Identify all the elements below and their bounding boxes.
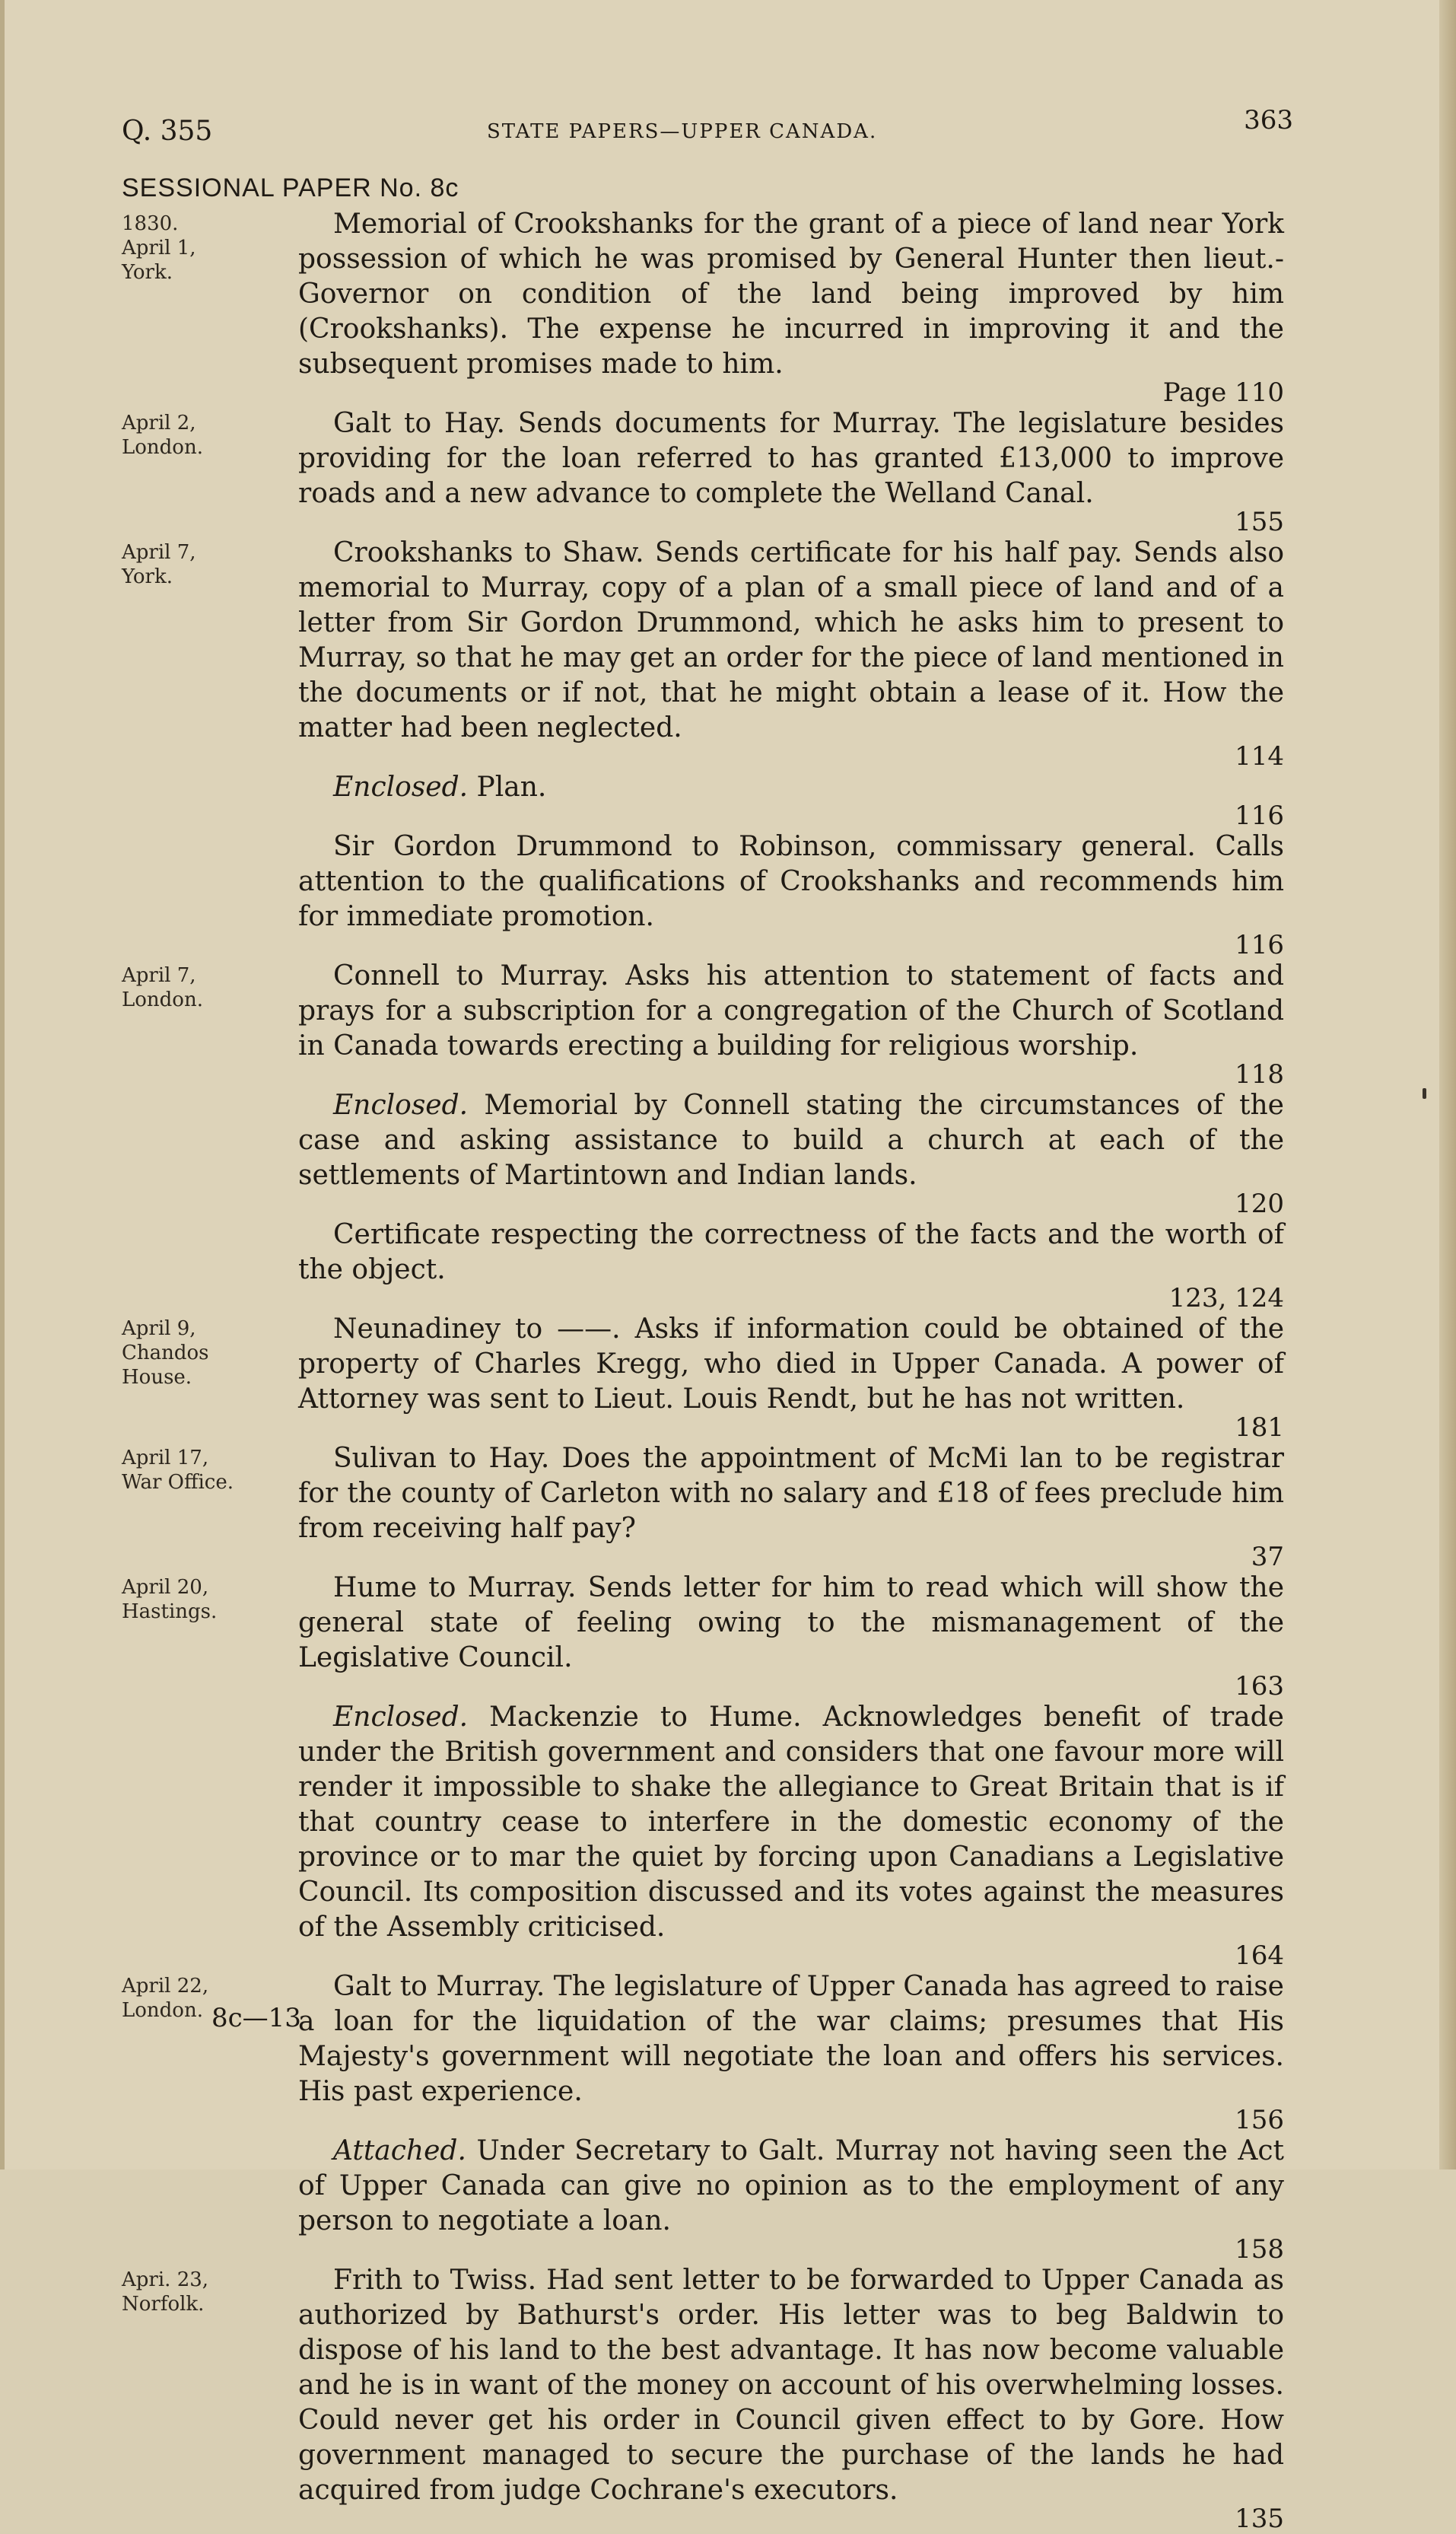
page-reference: 156 (1235, 2105, 1284, 2135)
entry-date-line: April 2, (122, 412, 196, 435)
paragraph-text: Neunadiney to ——. Asks if information could be obtained of the property of Charles Kregg, who died in Upper Canada. A power of Attorney was sent to Lieut. Louis Rendt, but he has not written. (298, 1313, 1284, 1415)
calendar-entries (122, 207, 1293, 2532)
calendar-entry (122, 1312, 1293, 1441)
calendar-entry (122, 406, 1293, 536)
entry-date-line: 1830. (122, 212, 179, 235)
entry-date-line: Hastings. (122, 1600, 218, 1623)
entry-date (122, 212, 289, 285)
paragraph-text: Mackenzie to Hume. Acknowledges benefit of trade under the British government and considers that one favour more will render it impossible to shake the allegiance to Great Britain that is if that country cease to interfere in the domestic economy of the province or to mar the quiet by forcing upon Canadians a Legislative Council. Its composition discussed and its votes against the measures of the Assembly criticised. (298, 1702, 1284, 1943)
paragraph-text: Connell to Murray. Asks his attention to statement of facts and prays for a subscription for a congregation of the Church of Scotland in Canada towards erecting a building for religious worship. (298, 960, 1284, 1062)
entry-paragraph (298, 406, 1284, 536)
entry-body (298, 1312, 1284, 1441)
page-reference: 135 (1235, 2504, 1284, 2534)
entry-date (122, 1575, 289, 1624)
entry-date-line: York. (122, 261, 173, 284)
entry-date (122, 411, 289, 460)
entry-paragraph (298, 1441, 1284, 1571)
paragraph-text: Frith to Twiss. Had sent letter to be forwarded to Upper Canada as authorized by Bathurst's order. His letter was to beg Baldwin to dispose of his land to the best advantage. It has now become valuable and he is in want of the money on account of his overwhelming losses. Could never get his order in Council given effect to by Gore. How government managed to secure the purchase of the lands he had acquired from judge Cochrane's executors. (298, 2265, 1284, 2506)
entry-date-line: April 9, (122, 1317, 196, 1340)
entry-date-line: London. (122, 1999, 203, 2022)
page-reference: 163 (1235, 1671, 1284, 1702)
entry-body (298, 207, 1284, 406)
entry-date (122, 540, 289, 589)
entry-date-line: Apri. 23, (122, 2268, 209, 2291)
paragraph-text: Under Secretary to Galt. Murray not having seen the Act of Upper Canada can give no opinion as to the employment of any person to negotiate a loan. (298, 2135, 1284, 2236)
header-page-number: 363 (1244, 105, 1293, 135)
calendar-entry (122, 536, 1293, 959)
enclosure-label: Attached. (333, 2135, 466, 2166)
page-header (122, 105, 1293, 151)
page-edge-left (0, 0, 5, 2169)
page-reference: 123, 124 (1168, 1283, 1284, 1313)
page-edge-right (1439, 0, 1456, 2169)
entry-body (298, 1571, 1284, 1969)
entry-date (122, 2268, 289, 2316)
page-reference: 164 (1235, 1940, 1284, 1971)
enclosure-label: Enclosed. (333, 1702, 469, 1733)
sessional-paper-label: SESSIONAL PAPER No. 8c (122, 173, 459, 202)
entry-paragraph (298, 1312, 1284, 1441)
calendar-entry (122, 959, 1293, 1312)
paragraph-text: Memorial by Connell stating the circumstances of the case and asking assistance to build a church at each of the settlements of Martintown and Indian lands. (298, 1090, 1284, 1191)
entry-date-line: Norfolk. (122, 2293, 205, 2316)
entry-paragraph (298, 829, 1284, 959)
entry-paragraph (298, 959, 1284, 1088)
page-reference: 120 (1235, 1189, 1284, 1219)
page-reference: 116 (1235, 930, 1284, 960)
page-reference: 118 (1235, 1059, 1284, 1090)
paragraph-text: Memorial of Crookshanks for the grant of a piece of land near York possession of which he was promised by General Hunter then lieut.-Governor on condition of the land being improved by him (Crookshanks). The expense he incurred in improving it and the subsequent promises made to him. (298, 209, 1284, 380)
page-reference: 155 (1235, 507, 1284, 537)
entry-paragraph (298, 2263, 1284, 2532)
entry-date-line: April 22, (122, 1975, 209, 1998)
paragraph-text: Galt to Hay. Sends documents for Murray. The legislature besides providing for the loan referred to has granted £13,000 to improve roads and a new advance to complete the Welland Canal. (298, 408, 1284, 509)
paragraph-text: Crookshanks to Shaw. Sends certificate for his half pay. Sends also memorial to Murray, copy of a plan of a small piece of land and of a letter from Sir Gordon Drummond, which he asks him to present to Murray, so that he may get an order for the piece of land mentioned in the documents or if not, that he might obtain a lease of it. How the matter had been neglected. (298, 537, 1284, 743)
page-reference: Page 110 (1162, 377, 1284, 408)
page-reference: 158 (1235, 2234, 1284, 2265)
entry-paragraph (298, 1700, 1284, 1969)
entry-date-line: April 7, (122, 964, 196, 987)
calendar-entry (122, 1571, 1293, 1969)
page-reference: 116 (1235, 801, 1284, 831)
entry-paragraph (298, 207, 1284, 406)
page-reference: 114 (1235, 741, 1284, 772)
entry-date-line: April 20, (122, 1576, 209, 1599)
entry-date-line: Chandos (122, 1342, 209, 1364)
paragraph-text: Plan. (468, 772, 547, 803)
enclosure-label: Enclosed. (333, 772, 469, 803)
entry-date (122, 1316, 289, 1390)
calendar-entry (122, 207, 1293, 406)
entry-date (122, 1446, 289, 1495)
entry-date-line: War Office. (122, 1471, 234, 1494)
paragraph-text: Sulivan to Hay. Does the appointment of McMi lan to be registrar for the county of Carleton with no salary and £18 of fees preclude him from receiving half pay? (298, 1443, 1284, 1544)
header-volume-ref: Q. 355 (122, 116, 213, 147)
page-reference: 37 (1251, 1542, 1284, 1572)
paragraph-text: Sir Gordon Drummond to Robinson, commissary general. Calls attention to the qualifications of Crookshanks and recommends him for immediate promotion. (298, 831, 1284, 932)
entry-paragraph (298, 1969, 1284, 2134)
entry-body (298, 1969, 1284, 2263)
entry-date-line: London. (122, 988, 203, 1011)
entry-paragraph (298, 770, 1284, 829)
paragraph-text: Certificate respecting the correctness of the facts and the worth of the object. (298, 1219, 1284, 1285)
page-reference: 181 (1235, 1412, 1284, 1443)
entry-body (298, 406, 1284, 536)
entry-date (122, 963, 289, 1012)
entry-paragraph (298, 1088, 1284, 1218)
entry-body (298, 959, 1284, 1312)
entry-paragraph (298, 1571, 1284, 1700)
entry-date-line: London. (122, 436, 203, 459)
ink-mark (1423, 1088, 1426, 1099)
entry-date-line: April 17, (122, 1447, 209, 1469)
entry-date-line: House. (122, 1366, 192, 1389)
paragraph-text: Galt to Murray. The legislature of Upper Canada has agreed to raise a loan for the liquidation of the war claims; presumes that His Majesty's government will negotiate the loan and offers his services. His past experience. (298, 1971, 1284, 2107)
page-footer: 8c—13 (211, 2003, 301, 2033)
entry-date-line: April 7, (122, 541, 196, 564)
entry-paragraph (298, 2134, 1284, 2263)
entry-body (298, 536, 1284, 959)
entry-body (298, 1441, 1284, 1571)
calendar-entry (122, 2263, 1293, 2532)
paragraph-text: Hume to Murray. Sends letter for him to read which will show the general state of feeling owing to the mismanagement of the Legislative Council. (298, 1572, 1284, 1673)
header-title: STATE PAPERS—UPPER CANADA. (487, 120, 878, 143)
calendar-entry (122, 1441, 1293, 1571)
entry-paragraph (298, 1218, 1284, 1312)
entry-paragraph (298, 536, 1284, 770)
enclosure-label: Enclosed. (333, 1090, 469, 1121)
entry-date-line: York. (122, 565, 173, 588)
entry-date-line: April 1, (122, 237, 196, 259)
entry-body (298, 2263, 1284, 2532)
